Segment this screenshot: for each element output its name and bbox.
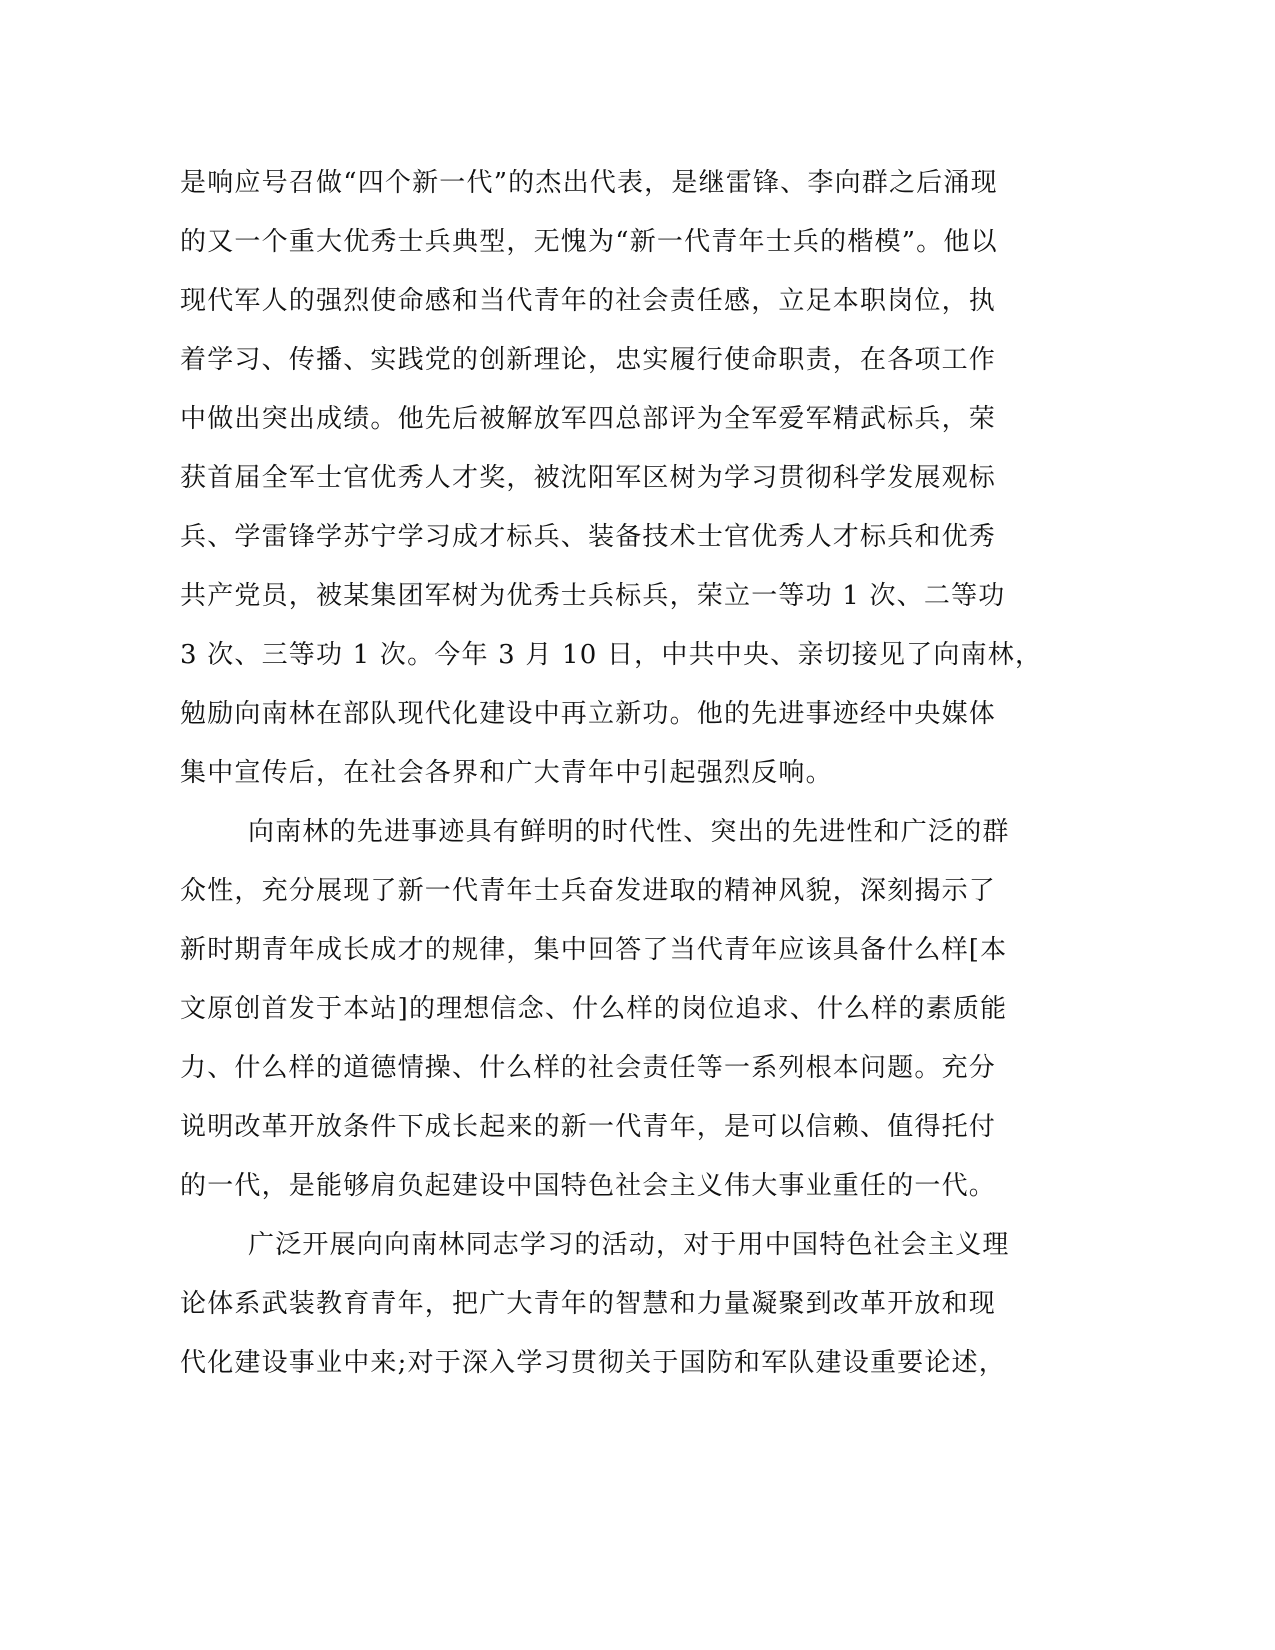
text-line: 说明改革开放条件下成长起来的新一代青年，是可以信赖、值得托付 <box>180 1112 997 1142</box>
text-line: 勉励向南林在部队现代化建设中再立新功。他的先进事迹经中央媒体 <box>180 699 997 729</box>
text-line: 向南林的先进事迹具有鲜明的时代性、突出的先进性和广泛的群 <box>248 817 1010 847</box>
text-line: 3 次、三等功 1 次。今年 3 月 10 日，中共中央、亲切接见了向南林， <box>180 640 1043 670</box>
text-line: 集中宣传后，在社会各界和广大青年中引起强烈反响。 <box>180 758 833 788</box>
text-line: 兵、学雷锋学苏宁学习成才标兵、装备技术士官优秀人才标兵和优秀 <box>180 522 997 552</box>
text-line: 的一代，是能够肩负起建设中国特色社会主义伟大事业重任的一代。 <box>180 1171 997 1201</box>
text-line: 论体系武装教育青年，把广大青年的智慧和力量凝聚到改革开放和现 <box>180 1289 997 1319</box>
text-line: 现代军人的强烈使命感和当代青年的社会责任感，立足本职岗位，执 <box>180 286 997 316</box>
text-line: 力、什么样的道德情操、什么样的社会责任等一系列根本问题。充分 <box>180 1053 997 1083</box>
text-line: 中做出突出成绩。他先后被解放军四总部评为全军爱军精武标兵，荣 <box>180 404 997 434</box>
text-line: 代化建设事业中来;对于深入学习贯彻关于国防和军队建设重要论述， <box>180 1348 1006 1378</box>
text-line: 着学习、传播、实践党的创新理论，忠实履行使命职责，在各项工作 <box>180 345 997 375</box>
text-line: 是响应号召做“四个新一代”的杰出代表，是继雷锋、李向群之后涌现 <box>180 168 998 198</box>
text-line: 广泛开展向向南林同志学习的活动，对于用中国特色社会主义理 <box>248 1230 1010 1260</box>
text-line: 众性，充分展现了新一代青年士兵奋发进取的精神风貌，深刻揭示了 <box>180 876 997 906</box>
text-line: 获首届全军士官优秀人才奖，被沈阳军区树为学习贯彻科学发展观标 <box>180 463 997 493</box>
text-line: 文原创首发于本站]的理想信念、什么样的岗位追求、什么样的素质能 <box>180 994 1008 1024</box>
text-line: 新时期青年成长成才的规律，集中回答了当代青年应该具备什么样[本 <box>180 935 1008 965</box>
text-line: 的又一个重大优秀士兵典型，无愧为“新一代青年士兵的楷模”。他以 <box>180 227 998 257</box>
text-line: 共产党员，被某集团军树为优秀士兵标兵，荣立一等功 1 次、二等功 <box>180 581 1006 611</box>
